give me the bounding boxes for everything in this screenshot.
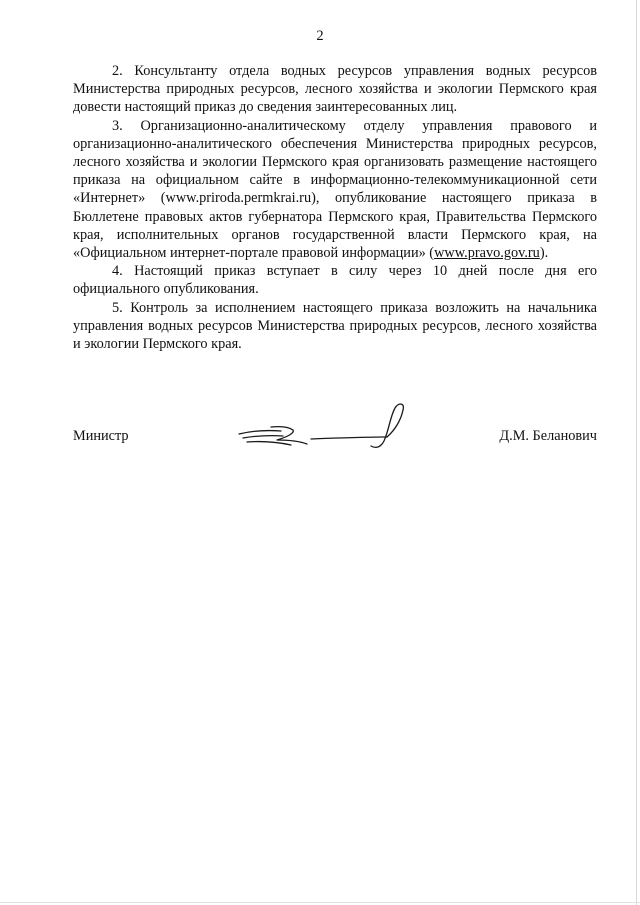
- scan-bottom-line: [0, 902, 640, 903]
- paragraph-3: [73, 117, 597, 263]
- paragraph-3-text: 3. Организационно-аналитическому отделу управления правового и организационно-аналитического обеспечения Министерства природных ресурсов, лесного хозяйства и экологии Пермского края организовать размещение настоящего приказа на официальном сайте в информационно-телекоммуникационной сети «Интернет» (www.priroda.permkrai.ru), опубликование настоящего приказа в Бюллетене правовых актов губернатора Пермского края, Правительства Пермского края, исполнительных органов государственной власти Пермского края, на «Официальном интернет-портале правовой информации» (: [73, 117, 597, 262]
- paragraph-5: 5. Контроль за исполнением настоящего приказа возложить на начальника управления водных ресурсов Министерства природных ресурсов, лесного хозяйства и экологии Пермского края.: [73, 299, 597, 353]
- paragraph-4: 4. Настоящий приказ вступает в силу через 10 дней после дня его официального опубликования.: [73, 263, 597, 298]
- handwritten-signature: [237, 400, 417, 456]
- paragraph-2: 2. Консультанту отдела водных ресурсов управления водных ресурсов Министерства природных ресурсов, лесного хозяйства и экологии Пермского края довести настоящий приказ до сведения заинтересованных лиц.: [73, 63, 597, 116]
- signature-block: [73, 400, 597, 460]
- signatory-title: Министр: [73, 428, 129, 444]
- pravo-gov-link[interactable]: www.pravo.gov.ru: [434, 245, 540, 262]
- paragraph-3-tail: ).: [539, 245, 549, 262]
- document-body: [73, 62, 597, 353]
- signatory-name: Д.М. Беланович: [499, 428, 597, 444]
- page-number: 2: [316, 28, 324, 44]
- scan-edge-line: [636, 0, 637, 905]
